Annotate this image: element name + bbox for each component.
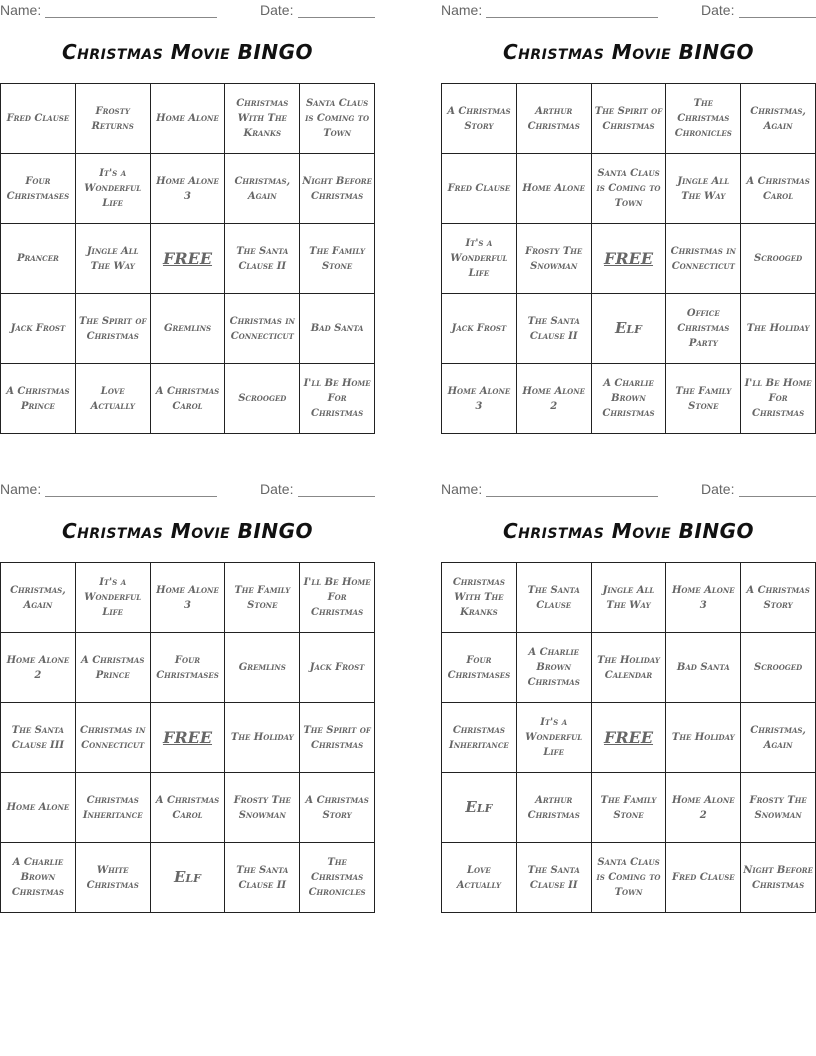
cell-label: Christmas, Again [234,175,291,202]
bingo-cell [76,773,151,843]
bingo-cell [442,364,517,434]
cell-label: Christmas, Again [10,584,66,611]
bingo-cell [300,633,375,703]
cell-label: Christmas in Connecticut [670,245,736,272]
cell-label: Love Actually [90,385,135,412]
date-label: Date: [701,481,735,497]
name-label: Name: [0,2,42,18]
cell-label: White Christmas [86,864,139,891]
cell-label: Arthur Christmas [527,794,580,821]
cell-label: A Christmas Carol [746,175,810,202]
cell-label: Gremlins [163,323,212,334]
cell-label: Christmas, Again [750,105,806,132]
bingo-cell [442,563,517,633]
bingo-cell [442,224,517,294]
cell-label: Elf [465,798,493,816]
bingo-cell [300,154,375,224]
bingo-cell [741,843,816,913]
cell-label: Home Alone 3 [447,385,511,412]
cell-label: The Spirit of Christmas [78,315,147,342]
cell-label: The Family Stone [600,794,657,821]
bingo-cell [151,843,226,913]
cell-label: Jingle All The Way [86,245,139,272]
cell-label: Four Christmases [447,654,511,681]
cell-label: Christmas With The Kranks [236,98,289,139]
bingo-cell [666,364,741,434]
cell-label: Home Alone 2 [522,385,585,412]
cell-label: FREE [603,728,654,747]
bingo-cell [592,294,667,364]
bingo-cell [666,843,741,913]
bingo-cell [151,364,226,434]
cell-label: The Santa Clause II [527,864,580,891]
bingo-cell [300,84,375,154]
bingo-cell [741,703,816,773]
cell-label: I'll Be Home For Christmas [303,378,371,419]
bingo-card [441,0,816,440]
cell-label: A Charlie Brown Christmas [11,857,64,898]
bingo-cell [666,703,741,773]
bingo-cell [225,703,300,773]
bingo-cell [442,633,517,703]
bingo-card [441,479,816,919]
cell-label: A Christmas Story [746,584,810,611]
date-label: Date: [260,2,294,18]
cell-label: The Christmas Chronicles [674,98,732,139]
cell-label: Frosty The Snowman [749,794,807,821]
bingo-cell [151,773,226,843]
cell-label: Home Alone 3 [156,175,219,202]
name-blank-line [486,17,658,18]
bingo-cell [741,773,816,843]
cell-label: The Holiday [671,732,735,743]
bingo-cell [151,154,226,224]
cell-label: It's a Wonderful Life [525,717,583,758]
cell-label: Four Christmases [156,654,219,681]
bingo-cell [151,294,226,364]
bingo-cell [300,364,375,434]
name-blank-line [486,496,658,497]
cell-label: The Family Stone [675,385,732,412]
bingo-cell [1,84,76,154]
bingo-cell [225,843,300,913]
cell-label: Night Before Christmas [743,864,813,891]
bingo-cell [517,773,592,843]
bingo-cell [76,154,151,224]
date-blank-line [298,496,375,497]
name-date-line [0,481,375,499]
bingo-cell [666,84,741,154]
bingo-cell [666,563,741,633]
bingo-card [0,0,375,440]
bingo-cell [76,633,151,703]
bingo-cell [225,563,300,633]
cell-label: Christmas With The Kranks [452,577,505,618]
bingo-cell [76,84,151,154]
cell-label: Arthur Christmas [527,105,580,132]
bingo-cell [592,843,667,913]
bingo-cell [741,633,816,703]
bingo-cell [1,294,76,364]
bingo-cell [442,773,517,843]
cell-label: A Christmas Prince [80,654,145,681]
cell-label: Jack Frost [10,323,66,334]
cell-label: Home Alone 3 [156,584,219,611]
bingo-cell [442,843,517,913]
bingo-cell [300,563,375,633]
bingo-cell [442,154,517,224]
cell-label: Christmas in Connecticut [80,724,146,751]
bingo-cell [666,154,741,224]
card-title: Christmas Movie BINGO [61,519,314,543]
cell-label: A Christmas Story [447,105,511,132]
cell-label: Home Alone [522,183,585,194]
name-blank-line [45,17,217,18]
cell-label: Santa Claus is Coming to Town [596,168,661,209]
cell-label: Frosty The Snowman [525,245,583,272]
bingo-cell [1,364,76,434]
bingo-cell [151,84,226,154]
bingo-cell [741,84,816,154]
cell-label: Frosty Returns [91,105,134,132]
cell-label: Scrooged [753,253,803,264]
bingo-cell [592,563,667,633]
bingo-cell [741,154,816,224]
date-blank-line [739,17,816,18]
bingo-cell [666,633,741,703]
bingo-cell [666,294,741,364]
cell-label: Frosty The Snowman [233,794,291,821]
bingo-grid [0,83,375,434]
cell-label: Fred Clause [447,183,511,194]
bingo-cell [517,843,592,913]
bingo-cell [741,294,816,364]
bingo-cell [76,224,151,294]
cell-label: I'll Be Home For Christmas [303,577,371,618]
bingo-cell [517,703,592,773]
card-title: Christmas Movie BINGO [61,40,314,64]
bingo-cell [1,703,76,773]
cell-label: The Holiday [746,323,810,334]
bingo-cell [1,843,76,913]
cell-label: Home Alone [6,802,70,813]
cell-label: The Santa Clause II [236,864,289,891]
bingo-cell [151,563,226,633]
bingo-cell [517,364,592,434]
name-date-line [0,2,375,20]
bingo-cell [592,84,667,154]
cell-label: Gremlins [238,662,286,673]
bingo-cell [76,294,151,364]
bingo-grid [0,562,375,913]
cell-label: Bad Santa [676,662,730,673]
cell-label: FREE [603,249,654,268]
cell-label: It's a Wonderful Life [84,168,142,209]
cell-label: Jack Frost [451,323,507,334]
cell-label: Scrooged [238,393,287,404]
free-space [592,703,667,773]
bingo-cell [741,364,816,434]
cell-label: The Santa Clause II [236,245,289,272]
bingo-cell [517,294,592,364]
date-blank-line [298,17,375,18]
cell-label: A Christmas Story [305,794,369,821]
name-date-line [441,2,816,20]
bingo-cell [76,703,151,773]
cell-label: Santa Claus is Coming to Town [305,98,370,139]
cell-label: Home Alone [156,113,219,124]
bingo-cell [666,224,741,294]
bingo-cell [225,364,300,434]
name-label: Name: [441,481,483,497]
cell-label: The Christmas Chronicles [308,857,366,898]
bingo-cell [300,224,375,294]
cell-label: Bad Santa [310,323,364,334]
cell-label: The Holiday [230,732,294,743]
cell-label: The Santa Clause II [527,315,580,342]
cell-label: Santa Claus is Coming to Town [596,857,661,898]
cell-label: The Santa Clause [527,584,580,611]
bingo-cell [1,563,76,633]
bingo-cell [300,703,375,773]
bingo-cell [1,224,76,294]
cell-label: FREE [162,728,213,747]
name-label: Name: [0,481,42,497]
bingo-cell [1,154,76,224]
bingo-cell [76,843,151,913]
cell-label: Fred Clause [671,872,735,883]
bingo-cell [517,154,592,224]
bingo-cell [442,84,517,154]
bingo-cell [517,563,592,633]
free-space [151,224,226,294]
bingo-cell [76,563,151,633]
bingo-grid [441,83,816,434]
cell-label: Jack Frost [309,662,365,673]
cell-label: It's a Wonderful Life [84,577,142,618]
bingo-cell [225,633,300,703]
cell-label: I'll Be Home For Christmas [744,378,812,419]
bingo-cell [741,224,816,294]
cell-label: Home Alone 2 [671,794,735,821]
bingo-cell [300,294,375,364]
date-blank-line [739,496,816,497]
cell-label: Christmas Inheritance [449,724,509,751]
bingo-cell [592,773,667,843]
cell-label: Christmas, Again [750,724,806,751]
date-label: Date: [260,481,294,497]
cell-label: Four Christmases [6,175,70,202]
cell-label: Fred Clause [6,113,70,124]
bingo-cell [151,633,226,703]
bingo-cell [666,773,741,843]
cell-label: Jingle All The Way [677,175,730,202]
bingo-cell [517,224,592,294]
bingo-cell [300,773,375,843]
name-date-line [441,481,816,499]
bingo-cell [225,84,300,154]
cell-label: The Spirit of Christmas [594,105,663,132]
date-label: Date: [701,2,735,18]
cell-label: The Family Stone [234,584,291,611]
cell-label: Elf [174,868,201,886]
bingo-cell [225,224,300,294]
free-space [592,224,667,294]
cell-label: Night Before Christmas [302,175,372,202]
bingo-cell [592,364,667,434]
bingo-grid [441,562,816,913]
cell-label: A Christmas Carol [155,385,220,412]
cell-label: A Charlie Brown Christmas [527,647,580,688]
bingo-cell [225,294,300,364]
cell-label: Home Alone 2 [6,654,70,681]
cell-label: Elf [615,319,642,337]
cell-label: Love Actually [456,864,502,891]
cell-label: A Christmas Carol [155,794,220,821]
bingo-cell [442,294,517,364]
cell-label: A Christmas Prince [6,385,70,412]
cell-label: Scrooged [753,662,803,673]
bingo-card [0,479,375,919]
bingo-cell [1,633,76,703]
bingo-cell [517,633,592,703]
cell-label: It's a Wonderful Life [450,238,508,279]
cell-label: Home Alone 3 [671,584,735,611]
cell-label: Prancer [16,253,59,264]
bingo-cell [592,633,667,703]
cell-label: A Charlie Brown Christmas [602,378,655,419]
bingo-cell [225,773,300,843]
free-space [151,703,226,773]
cell-label: The Family Stone [309,245,366,272]
cell-label: The Spirit of Christmas [303,724,371,751]
bingo-cell [300,843,375,913]
cell-label: The Santa Clause III [11,724,65,751]
name-label: Name: [441,2,483,18]
cell-label: Christmas in Connecticut [229,315,295,342]
card-title: Christmas Movie BINGO [502,519,755,543]
bingo-cell [741,563,816,633]
bingo-cell [442,703,517,773]
cell-label: The Holiday Calendar [597,654,660,681]
card-title: Christmas Movie BINGO [502,40,755,64]
bingo-cell [225,154,300,224]
bingo-cell [592,154,667,224]
cell-label: Jingle All The Way [602,584,655,611]
cell-label: Christmas Inheritance [82,794,143,821]
cell-label: Office Christmas Party [677,308,730,349]
bingo-cell [1,773,76,843]
bingo-cell [76,364,151,434]
cell-label: FREE [162,249,213,268]
bingo-cell [517,84,592,154]
name-blank-line [45,496,217,497]
